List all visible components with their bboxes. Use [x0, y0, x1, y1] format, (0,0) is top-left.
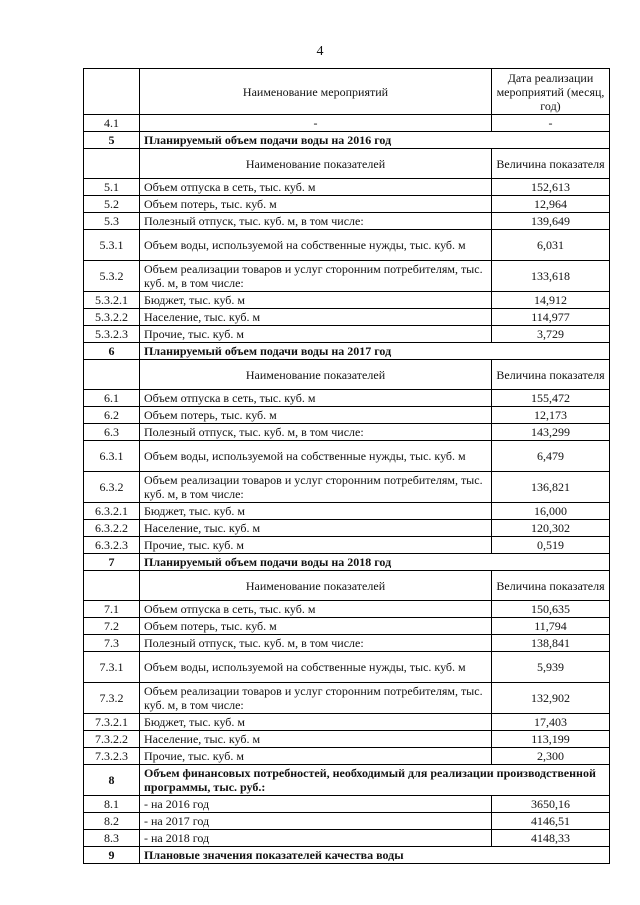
table-row: [84, 441, 610, 472]
section-title: Планируемый объем подачи воды на 2017 год: [140, 343, 610, 360]
table-row: [84, 830, 610, 847]
row-value: 11,794: [492, 618, 610, 635]
row-name: Объем потерь, тыс. куб. м: [140, 618, 492, 635]
table-row: [84, 503, 610, 520]
row-name: Бюджет, тыс. куб. м: [140, 503, 492, 520]
table-row: [84, 115, 610, 132]
row-name: Объем воды, используемой на собственные нужды, тыс. куб. м: [140, 230, 492, 261]
row-name: Прочие, тыс. куб. м: [140, 537, 492, 554]
row-num: 8.3: [84, 830, 140, 847]
header-num-cell: [84, 69, 140, 115]
row-num: 7.3: [84, 635, 140, 652]
row-value: 5,939: [492, 652, 610, 683]
table-row: [84, 309, 610, 326]
row-name: -: [140, 115, 492, 132]
table-row: [84, 796, 610, 813]
table-row: [84, 618, 610, 635]
table-row: [84, 196, 610, 213]
row-num: 5.3.2: [84, 261, 140, 292]
row-name: Бюджет, тыс. куб. м: [140, 292, 492, 309]
row-num: 5.1: [84, 179, 140, 196]
row-num: 6.3: [84, 424, 140, 441]
row-name: Население, тыс. куб. м: [140, 520, 492, 537]
row-num: 7.3.2.1: [84, 714, 140, 731]
row-value: 6,031: [492, 230, 610, 261]
row-num: 7.1: [84, 601, 140, 618]
row-name: Прочие, тыс. куб. м: [140, 748, 492, 765]
row-name: Объем воды, используемой на собственные нужды, тыс. куб. м: [140, 441, 492, 472]
section-title: Планируемый объем подачи воды на 2016 год: [140, 132, 610, 149]
table-row: [84, 390, 610, 407]
table-row: [84, 748, 610, 765]
row-value: 133,618: [492, 261, 610, 292]
row-value: 17,403: [492, 714, 610, 731]
row-value: 155,472: [492, 390, 610, 407]
production-program-table: [83, 68, 610, 864]
row-num: 6.1: [84, 390, 140, 407]
section-num: 8: [84, 765, 140, 796]
row-value: 4146,51: [492, 813, 610, 830]
row-value: 132,902: [492, 683, 610, 714]
row-name: Объем потерь, тыс. куб. м: [140, 407, 492, 424]
table-row: [84, 472, 610, 503]
section-num: 5: [84, 132, 140, 149]
section-header-row: [84, 765, 610, 796]
row-value: 136,821: [492, 472, 610, 503]
row-num: 5.3.2.3: [84, 326, 140, 343]
table-row: [84, 213, 610, 230]
subheader-empty-cell: [84, 149, 140, 179]
table-row: [84, 537, 610, 554]
row-name: Объем реализации товаров и услуг сторонним потребителям, тыс. куб. м, в том числе:: [140, 683, 492, 714]
table-row: [84, 292, 610, 309]
table-row: [84, 601, 610, 618]
row-num: 7.3.2.2: [84, 731, 140, 748]
row-num: 5.2: [84, 196, 140, 213]
subheader-empty-cell: [84, 571, 140, 601]
page-number: 4: [316, 44, 324, 59]
table-row: [84, 714, 610, 731]
row-num: 6.3.2.1: [84, 503, 140, 520]
section-num: 7: [84, 554, 140, 571]
table-row: [84, 179, 610, 196]
section-title: Плановые значения показателей качества воды: [140, 847, 610, 864]
row-name: Полезный отпуск, тыс. куб. м, в том числе:: [140, 424, 492, 441]
row-name: Объем отпуска в сеть, тыс. куб. м: [140, 179, 492, 196]
row-value: 114,977: [492, 309, 610, 326]
table-row: [84, 652, 610, 683]
row-value: 150,635: [492, 601, 610, 618]
row-name: Объем потерь, тыс. куб. м: [140, 196, 492, 213]
row-num: 6.3.1: [84, 441, 140, 472]
section-header-row: [84, 343, 610, 360]
row-num: 5.3: [84, 213, 140, 230]
header-name-cell: Наименование мероприятий: [140, 69, 492, 115]
row-num: 5.3.2.1: [84, 292, 140, 309]
row-num: 6.3.2.2: [84, 520, 140, 537]
row-num: 8.2: [84, 813, 140, 830]
subheader-row: [84, 149, 610, 179]
row-num: 7.3.2: [84, 683, 140, 714]
row-value: 138,841: [492, 635, 610, 652]
subheader-row: [84, 571, 610, 601]
section-header-row: [84, 847, 610, 864]
row-name: Объем отпуска в сеть, тыс. куб. м: [140, 601, 492, 618]
subheader-value: Величина показателя: [492, 360, 610, 390]
row-name: Объем отпуска в сеть, тыс. куб. м: [140, 390, 492, 407]
row-value: 113,199: [492, 731, 610, 748]
subheader-value: Величина показателя: [492, 149, 610, 179]
table-row: [84, 230, 610, 261]
row-value: 3,729: [492, 326, 610, 343]
row-value: 152,613: [492, 179, 610, 196]
row-value: 2,300: [492, 748, 610, 765]
row-num: 5.3.2.2: [84, 309, 140, 326]
row-value: 3650,16: [492, 796, 610, 813]
table-row: [84, 683, 610, 714]
row-num: 7.3.2.3: [84, 748, 140, 765]
row-value: 14,912: [492, 292, 610, 309]
row-num: 7.3.1: [84, 652, 140, 683]
row-name: Объем реализации товаров и услуг сторонним потребителям, тыс. куб. м, в том числе:: [140, 261, 492, 292]
table-row: [84, 731, 610, 748]
row-name: - на 2017 год: [140, 813, 492, 830]
row-value: 16,000: [492, 503, 610, 520]
row-value: 120,302: [492, 520, 610, 537]
table-row: [84, 261, 610, 292]
table-row: [84, 520, 610, 537]
row-num: 5.3.1: [84, 230, 140, 261]
row-value: 12,964: [492, 196, 610, 213]
header-date-cell: Дата реализации мероприятий (месяц, год): [492, 69, 610, 115]
subheader-empty-cell: [84, 360, 140, 390]
row-name: Объем реализации товаров и услуг сторонним потребителям, тыс. куб. м, в том числе:: [140, 472, 492, 503]
table-header-row: [84, 69, 610, 115]
row-name: Население, тыс. куб. м: [140, 731, 492, 748]
row-value: -: [492, 115, 610, 132]
row-value: 12,173: [492, 407, 610, 424]
row-name: Объем воды, используемой на собственные нужды, тыс. куб. м: [140, 652, 492, 683]
row-value: 4148,33: [492, 830, 610, 847]
table-row: [84, 407, 610, 424]
row-name: Население, тыс. куб. м: [140, 309, 492, 326]
row-num: 8.1: [84, 796, 140, 813]
section-header-row: [84, 554, 610, 571]
section-header-row: [84, 132, 610, 149]
subheader-value: Величина показателя: [492, 571, 610, 601]
row-name: Бюджет, тыс. куб. м: [140, 714, 492, 731]
row-num: 6.3.2.3: [84, 537, 140, 554]
row-value: 0,519: [492, 537, 610, 554]
row-value: 139,649: [492, 213, 610, 230]
subheader-row: [84, 360, 610, 390]
table-row: [84, 424, 610, 441]
row-value: 143,299: [492, 424, 610, 441]
row-name: Полезный отпуск, тыс. куб. м, в том числе:: [140, 213, 492, 230]
row-name: Полезный отпуск, тыс. куб. м, в том числе:: [140, 635, 492, 652]
subheader-name: Наименование показателей: [140, 360, 492, 390]
row-num: 4.1: [84, 115, 140, 132]
subheader-name: Наименование показателей: [140, 571, 492, 601]
table-row: [84, 635, 610, 652]
row-name: Прочие, тыс. куб. м: [140, 326, 492, 343]
table-row: [84, 813, 610, 830]
section-num: 6: [84, 343, 140, 360]
section-title: Объем финансовых потребностей, необходимый для реализации производственной программы, тыс. руб.:: [140, 765, 610, 796]
section-title: Планируемый объем подачи воды на 2018 год: [140, 554, 610, 571]
row-name: - на 2018 год: [140, 830, 492, 847]
row-num: 7.2: [84, 618, 140, 635]
table-row: [84, 326, 610, 343]
row-value: 6,479: [492, 441, 610, 472]
row-num: 6.2: [84, 407, 140, 424]
section-num: 9: [84, 847, 140, 864]
row-name: - на 2016 год: [140, 796, 492, 813]
subheader-name: Наименование показателей: [140, 149, 492, 179]
row-num: 6.3.2: [84, 472, 140, 503]
